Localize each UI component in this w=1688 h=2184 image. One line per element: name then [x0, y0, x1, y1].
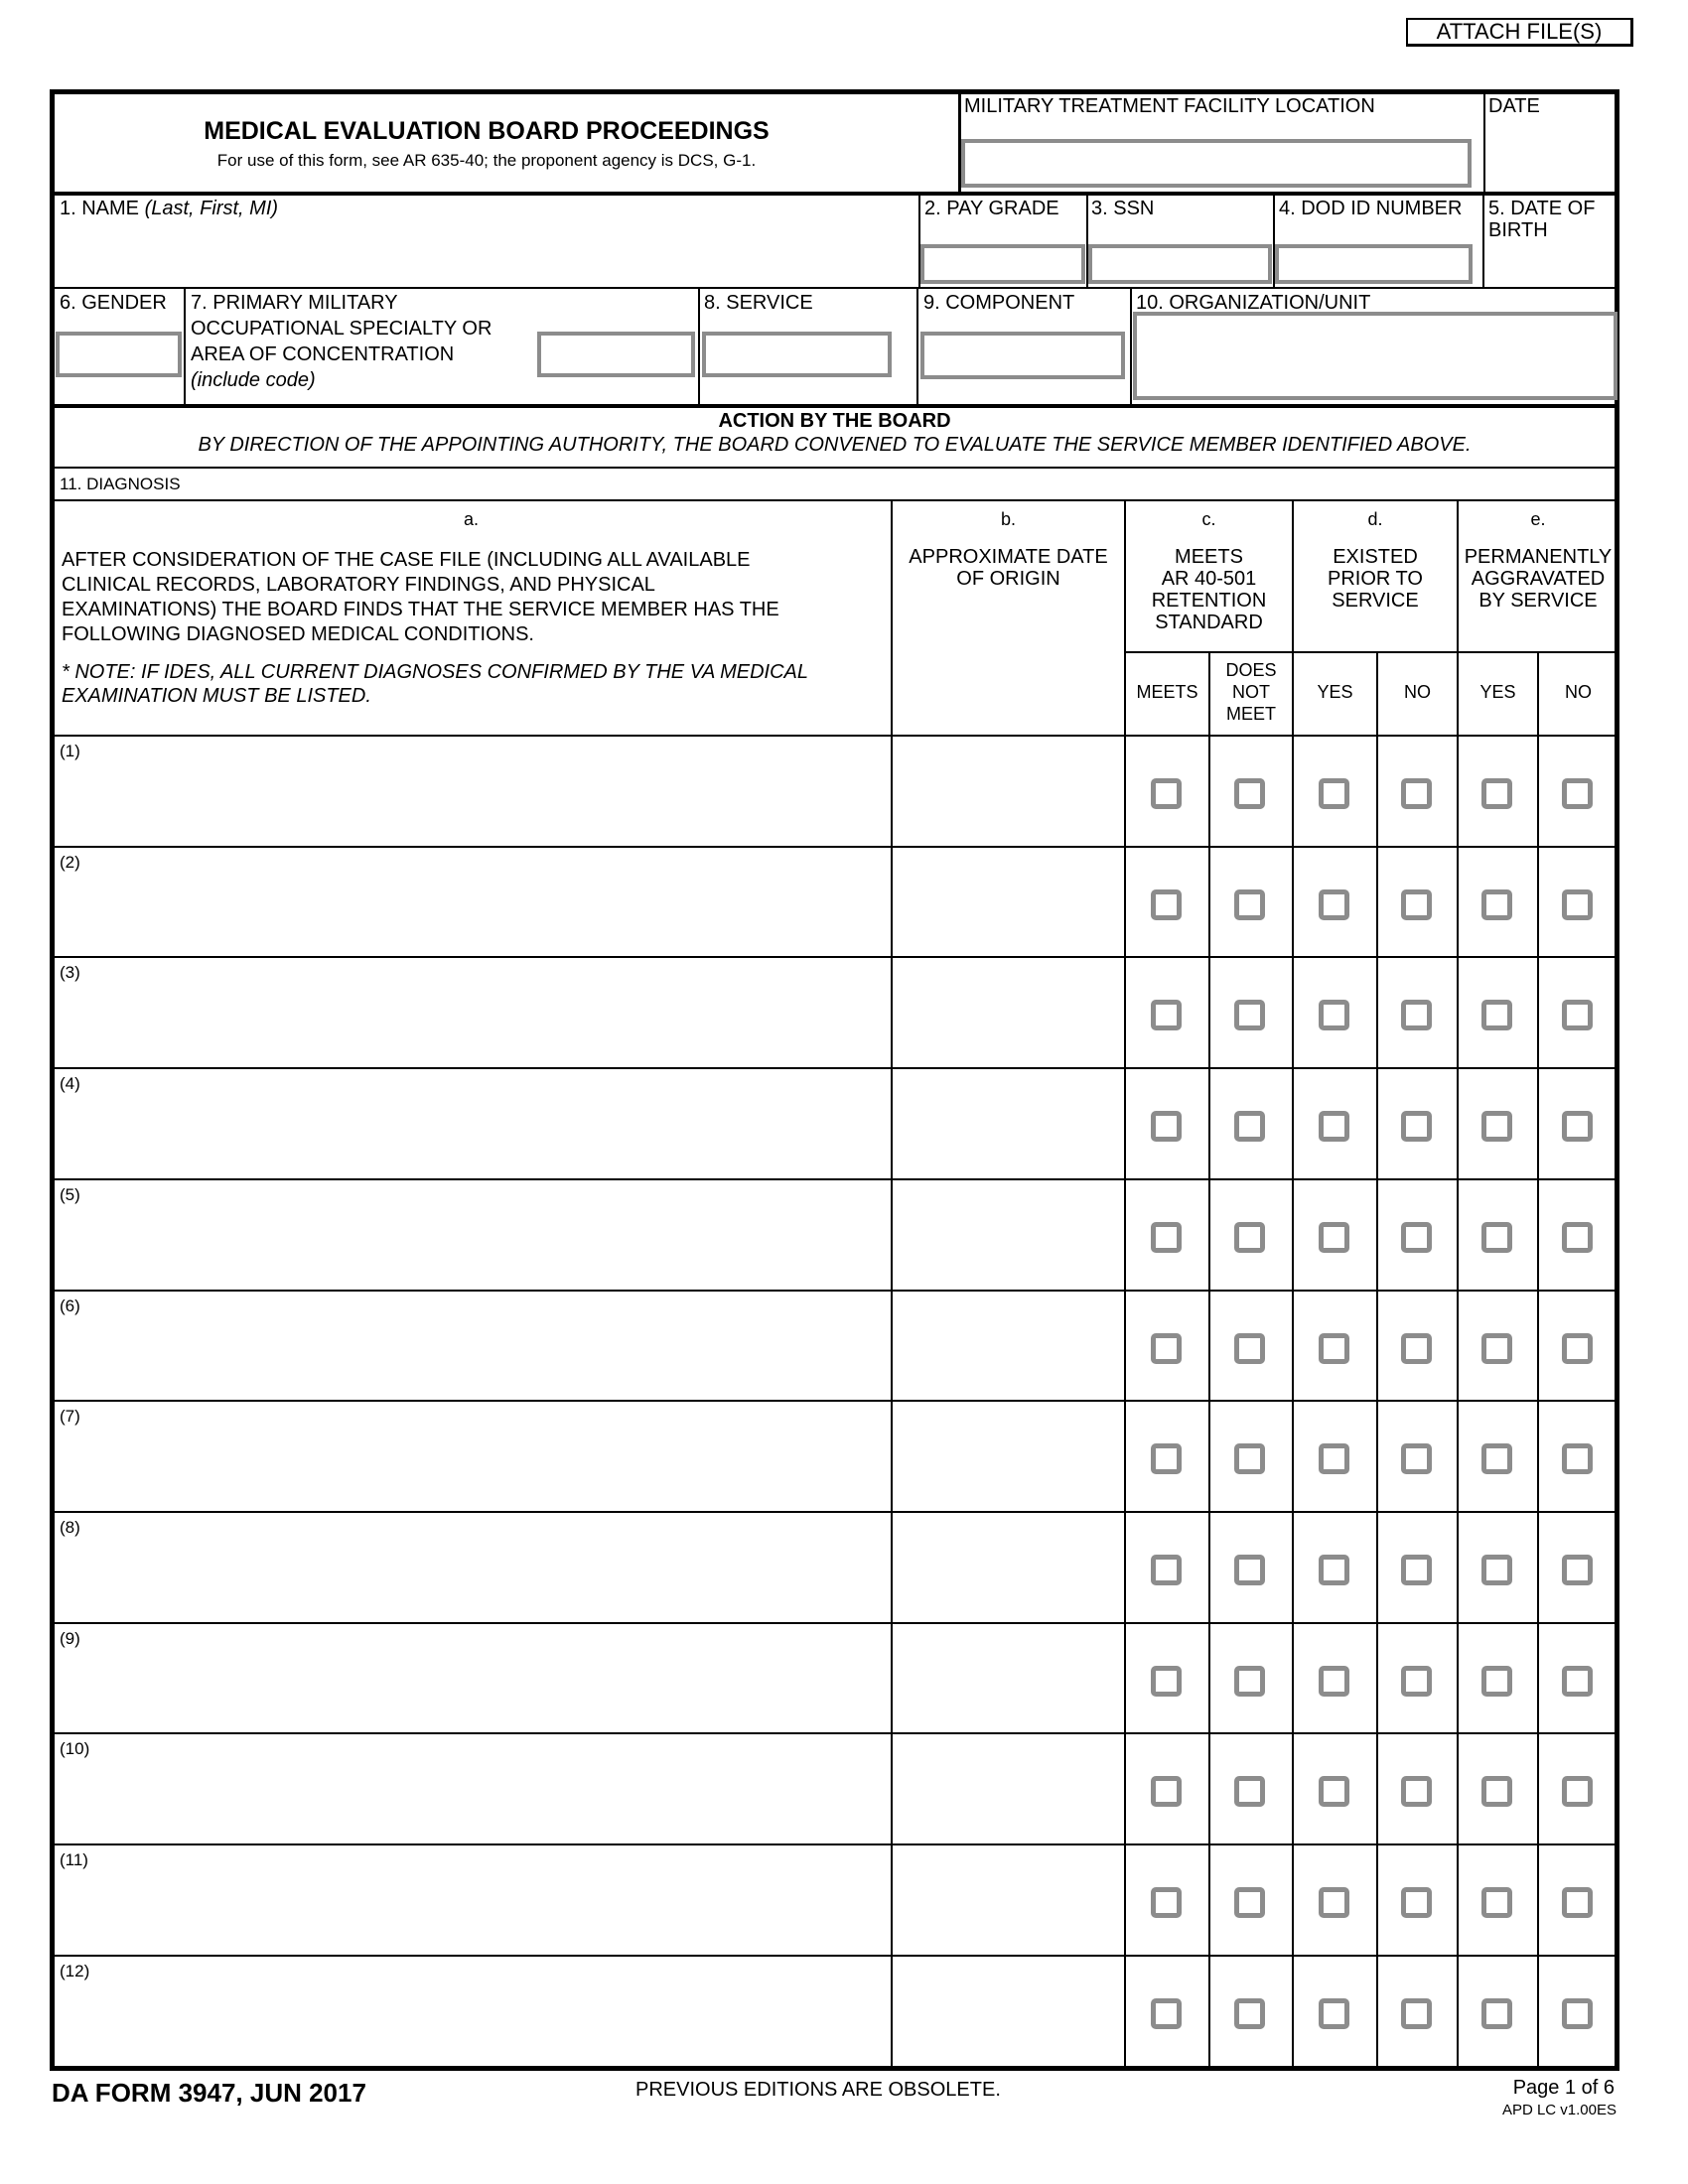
diagnosis-input[interactable]: [56, 1984, 888, 2062]
diagnosis-row: [52, 1069, 1618, 1178]
col-d-letter: d.: [1367, 509, 1383, 529]
existed-prior-yes-checkbox[interactable]: [1319, 1000, 1349, 1030]
name-input[interactable]: [56, 223, 915, 285]
existed-prior-yes-checkbox[interactable]: [1319, 889, 1349, 920]
col-c-line-3: RETENTION: [1151, 590, 1267, 612]
diagnosis-input[interactable]: [56, 1762, 888, 1840]
col-a-note-2: EXAMINATION MUST BE LISTED.: [62, 685, 371, 707]
existed-prior-yes-checkbox[interactable]: [1319, 1998, 1349, 2029]
row-number: (6): [60, 1297, 80, 1315]
diagnosis-input[interactable]: [56, 1097, 888, 1174]
existed-prior-no-checkbox[interactable]: [1401, 1998, 1432, 2029]
diagnosis-input[interactable]: [56, 1208, 888, 1286]
ssn-label: 3. SSN: [1091, 198, 1155, 219]
aggravated-yes-checkbox[interactable]: [1481, 1555, 1512, 1585]
organization-input[interactable]: [1133, 312, 1618, 400]
col-c-line-4: STANDARD: [1155, 612, 1263, 633]
aggravated-no-checkbox[interactable]: [1562, 1222, 1593, 1253]
existed-prior-yes-checkbox[interactable]: [1319, 778, 1349, 809]
aggravated-yes-checkbox[interactable]: [1481, 1998, 1512, 2029]
aggravated-no-checkbox[interactable]: [1562, 1776, 1593, 1807]
existed-prior-no-checkbox[interactable]: [1401, 1222, 1432, 1253]
diagnosis-row: [52, 1845, 1618, 1955]
does-not-meet-retention-checkbox[interactable]: [1234, 1333, 1265, 1364]
aggravated-yes-checkbox[interactable]: [1481, 1333, 1512, 1364]
row-number: (7): [60, 1407, 80, 1426]
name-hint: (Last, First, MI): [144, 198, 279, 219]
row-number: (2): [60, 853, 80, 872]
col-e-letter: e.: [1530, 509, 1546, 529]
date-of-origin-input[interactable]: [895, 1517, 1122, 1618]
diagnosis-row: [52, 958, 1618, 1067]
aggravated-no-checkbox[interactable]: [1562, 1998, 1593, 2029]
meets-retention-checkbox[interactable]: [1151, 1111, 1182, 1142]
gender-label: 6. GENDER: [60, 292, 167, 314]
meets-retention-checkbox[interactable]: [1151, 889, 1182, 920]
date-of-origin-input[interactable]: [895, 1073, 1122, 1174]
name-label-text: 1. NAME: [60, 198, 140, 219]
existed-prior-no-checkbox[interactable]: [1401, 1111, 1432, 1142]
col-e-line-2: AGGRAVATED: [1471, 568, 1606, 590]
date-of-origin-input[interactable]: [895, 1628, 1122, 1729]
aggravated-no-checkbox[interactable]: [1562, 1333, 1593, 1364]
pay-grade-input[interactable]: [920, 244, 1085, 284]
row-number: (10): [60, 1739, 90, 1758]
action-heading: ACTION BY THE BOARD: [718, 410, 951, 432]
col-e-line-3: BY SERVICE: [1478, 590, 1598, 612]
aggravated-yes-checkbox[interactable]: [1481, 1222, 1512, 1253]
divider: [1130, 288, 1132, 405]
sub-c-meets: MEETS: [1136, 682, 1198, 702]
aggravated-yes-checkbox[interactable]: [1481, 889, 1512, 920]
aggravated-no-checkbox[interactable]: [1562, 1111, 1593, 1142]
meets-retention-checkbox[interactable]: [1151, 1998, 1182, 2029]
aggravated-yes-checkbox[interactable]: [1481, 1666, 1512, 1697]
sub-e-no: NO: [1565, 682, 1592, 702]
mos-label-line1: 7. PRIMARY MILITARY: [191, 292, 398, 314]
col-a-text-3: EXAMINATIONS) THE BOARD FINDS THAT THE SERVICE MEMBER HAS THE: [62, 599, 779, 620]
divider: [52, 192, 1618, 196]
existed-prior-no-checkbox[interactable]: [1401, 1666, 1432, 1697]
existed-prior-no-checkbox[interactable]: [1401, 1555, 1432, 1585]
existed-prior-yes-checkbox[interactable]: [1319, 1666, 1349, 1697]
col-a-note-1: * NOTE: IF IDES, ALL CURRENT DIAGNOSES CONFIRMED BY THE VA MEDICAL: [62, 661, 809, 683]
version-label: APD LC v1.00ES: [1501, 2102, 1617, 2118]
diagnosis-row: [52, 1180, 1618, 1290]
aggravated-no-checkbox[interactable]: [1562, 1443, 1593, 1474]
date-of-origin-input[interactable]: [895, 1849, 1122, 1951]
does-not-meet-retention-checkbox[interactable]: [1234, 1887, 1265, 1918]
previous-editions-note: PREVIOUS EDITIONS ARE OBSOLETE.: [635, 2079, 1001, 2101]
diagnosis-row: [52, 1957, 1618, 2066]
row-number: (12): [60, 1962, 90, 1980]
row-number: (1): [60, 742, 80, 760]
row-number: (11): [60, 1850, 88, 1869]
date-input[interactable]: [1486, 119, 1614, 191]
date-label: DATE: [1488, 95, 1540, 117]
divider: [52, 467, 1618, 469]
existed-prior-yes-checkbox[interactable]: [1319, 1111, 1349, 1142]
meets-retention-checkbox[interactable]: [1151, 778, 1182, 809]
divider: [1482, 194, 1484, 288]
mos-label-line2: OCCUPATIONAL SPECIALTY OR: [191, 318, 492, 340]
existed-prior-no-checkbox[interactable]: [1401, 1776, 1432, 1807]
date-of-origin-input[interactable]: [895, 962, 1122, 1063]
dob-label-line2: BIRTH: [1488, 219, 1548, 241]
col-a-text-2: CLINICAL RECORDS, LABORATORY FINDINGS, AND PHYSICAL: [62, 574, 655, 596]
diagnosis-input[interactable]: [56, 1652, 888, 1729]
does-not-meet-retention-checkbox[interactable]: [1234, 1222, 1265, 1253]
diagnosis-input[interactable]: [56, 1873, 888, 1951]
row-number: (9): [60, 1629, 80, 1648]
does-not-meet-retention-checkbox[interactable]: [1234, 889, 1265, 920]
divider: [916, 288, 918, 405]
aggravated-yes-checkbox[interactable]: [1481, 778, 1512, 809]
meets-retention-checkbox[interactable]: [1151, 1887, 1182, 1918]
dod-id-input[interactable]: [1275, 244, 1473, 284]
divider: [698, 288, 700, 405]
col-b-line-2: OF ORIGIN: [956, 568, 1060, 590]
dob-label-line1: 5. DATE OF: [1488, 198, 1596, 219]
meets-retention-checkbox[interactable]: [1151, 1666, 1182, 1697]
name-label: [60, 198, 278, 219]
diagnosis-input[interactable]: [56, 1541, 888, 1618]
service-label: 8. SERVICE: [704, 292, 813, 314]
col-b-line-1: APPROXIMATE DATE: [909, 546, 1108, 568]
sub-c-not-1: DOES: [1225, 660, 1277, 680]
meets-retention-checkbox[interactable]: [1151, 1555, 1182, 1585]
does-not-meet-retention-checkbox[interactable]: [1234, 778, 1265, 809]
mos-label-hint: (include code): [191, 369, 316, 391]
diagnosis-row: [52, 1513, 1618, 1622]
aggravated-no-checkbox[interactable]: [1562, 889, 1593, 920]
divider: [1124, 651, 1618, 653]
aggravated-no-checkbox[interactable]: [1562, 1887, 1593, 1918]
date-of-origin-input[interactable]: [895, 1961, 1122, 2062]
diagnosis-row: [52, 1734, 1618, 1843]
date-of-origin-input[interactable]: [895, 1406, 1122, 1507]
col-c-line-2: AR 40-501: [1161, 568, 1257, 590]
mos-input[interactable]: [537, 332, 695, 377]
page-indicator: Page 1 of 6: [1512, 2077, 1615, 2099]
existed-prior-yes-checkbox[interactable]: [1319, 1443, 1349, 1474]
existed-prior-yes-checkbox[interactable]: [1319, 1222, 1349, 1253]
component-label: 9. COMPONENT: [923, 292, 1075, 314]
meets-retention-checkbox[interactable]: [1151, 1443, 1182, 1474]
col-c-line-1: MEETS: [1175, 546, 1243, 568]
aggravated-yes-checkbox[interactable]: [1481, 1111, 1512, 1142]
mtf-location-input[interactable]: [961, 139, 1472, 188]
row-number: (4): [60, 1074, 80, 1093]
date-of-origin-input[interactable]: [895, 1184, 1122, 1286]
aggravated-yes-checkbox[interactable]: [1481, 1776, 1512, 1807]
divider: [52, 287, 1618, 289]
mos-label-line3: AREA OF CONCENTRATION: [191, 343, 455, 365]
diagnosis-input[interactable]: [56, 876, 888, 953]
existed-prior-no-checkbox[interactable]: [1401, 1443, 1432, 1474]
existed-prior-yes-checkbox[interactable]: [1319, 1776, 1349, 1807]
does-not-meet-retention-checkbox[interactable]: [1234, 1666, 1265, 1697]
date-of-origin-input[interactable]: [895, 1738, 1122, 1840]
form-number: DA FORM 3947, JUN 2017: [52, 2078, 366, 2108]
does-not-meet-retention-checkbox[interactable]: [1234, 1998, 1265, 2029]
dob-input[interactable]: [1486, 243, 1614, 285]
meets-retention-checkbox[interactable]: [1151, 1333, 1182, 1364]
does-not-meet-retention-checkbox[interactable]: [1234, 1443, 1265, 1474]
col-d-line-2: PRIOR TO: [1328, 568, 1423, 590]
divider: [184, 288, 186, 405]
row-number: (3): [60, 963, 80, 982]
row-number: (5): [60, 1185, 80, 1204]
divider: [1483, 91, 1485, 195]
sub-d-no: NO: [1404, 682, 1431, 702]
sub-e-yes: YES: [1479, 682, 1516, 702]
existed-prior-no-checkbox[interactable]: [1401, 1887, 1432, 1918]
existed-prior-no-checkbox[interactable]: [1401, 1000, 1432, 1030]
sub-c-not-2: NOT: [1232, 682, 1270, 702]
existed-prior-yes-checkbox[interactable]: [1319, 1887, 1349, 1918]
diagnosis-row: [52, 848, 1618, 957]
existed-prior-yes-checkbox[interactable]: [1319, 1555, 1349, 1585]
col-a-letter: a.: [463, 509, 479, 529]
does-not-meet-retention-checkbox[interactable]: [1234, 1111, 1265, 1142]
divider: [52, 404, 1618, 408]
aggravated-no-checkbox[interactable]: [1562, 1666, 1593, 1697]
does-not-meet-retention-checkbox[interactable]: [1234, 1776, 1265, 1807]
meets-retention-checkbox[interactable]: [1151, 1000, 1182, 1030]
dod-id-label: 4. DOD ID NUMBER: [1279, 198, 1463, 219]
organization-label: 10. ORGANIZATION/UNIT: [1136, 292, 1371, 314]
aggravated-no-checkbox[interactable]: [1562, 1555, 1593, 1585]
divider: [52, 499, 1618, 501]
does-not-meet-retention-checkbox[interactable]: [1234, 1000, 1265, 1030]
mtf-location-label: MILITARY TREATMENT FACILITY LOCATION: [964, 95, 1375, 117]
ssn-input[interactable]: [1088, 244, 1272, 284]
existed-prior-no-checkbox[interactable]: [1401, 778, 1432, 809]
aggravated-yes-checkbox[interactable]: [1481, 1443, 1512, 1474]
diagnosis-input[interactable]: [56, 764, 888, 842]
service-input[interactable]: [702, 332, 892, 377]
does-not-meet-retention-checkbox[interactable]: [1234, 1555, 1265, 1585]
aggravated-yes-checkbox[interactable]: [1481, 1000, 1512, 1030]
form-subtitle: For use of this form, see AR 635-40; the proponent agency is DCS, G-1.: [216, 151, 757, 170]
existed-prior-yes-checkbox[interactable]: [1319, 1333, 1349, 1364]
meets-retention-checkbox[interactable]: [1151, 1222, 1182, 1253]
col-d-line-1: EXISTED: [1333, 546, 1418, 568]
form-title: MEDICAL EVALUATION BOARD PROCEEDINGS: [204, 117, 770, 145]
col-e-line-1: PERMANENTLY: [1464, 546, 1613, 568]
attach-files-button[interactable]: ATTACH FILE(S): [1406, 18, 1633, 47]
pay-grade-label: 2. PAY GRADE: [924, 198, 1059, 219]
diagnosis-input[interactable]: [56, 1319, 888, 1397]
existed-prior-no-checkbox[interactable]: [1401, 1333, 1432, 1364]
diagnosis-input[interactable]: [56, 986, 888, 1063]
col-a-text-1: AFTER CONSIDERATION OF THE CASE FILE (INCLUDING ALL AVAILABLE: [62, 549, 751, 571]
diagnosis-section-label: 11. DIAGNOSIS: [60, 475, 181, 493]
diagnosis-input[interactable]: [56, 1430, 888, 1507]
sub-c-not-3: MEET: [1225, 704, 1276, 724]
aggravated-yes-checkbox[interactable]: [1481, 1887, 1512, 1918]
date-of-origin-input[interactable]: [895, 1296, 1122, 1397]
action-statement: BY DIRECTION OF THE APPOINTING AUTHORITY, THE BOARD CONVENED TO EVALUATE THE SERVICE MEMBER IDENTIFIED ABOVE.: [198, 434, 1472, 456]
sub-d-yes: YES: [1317, 682, 1353, 702]
meets-retention-checkbox[interactable]: [1151, 1776, 1182, 1807]
diagnosis-row: [52, 1292, 1618, 1401]
aggravated-no-checkbox[interactable]: [1562, 1000, 1593, 1030]
row-number: (8): [60, 1518, 80, 1537]
gender-input[interactable]: [56, 332, 182, 377]
date-of-origin-input[interactable]: [895, 741, 1122, 842]
col-b-letter: b.: [1000, 509, 1016, 529]
date-of-origin-input[interactable]: [895, 852, 1122, 953]
col-d-line-3: SERVICE: [1332, 590, 1419, 612]
diagnosis-row: [52, 737, 1618, 846]
col-a-text-4: FOLLOWING DIAGNOSED MEDICAL CONDITIONS.: [62, 623, 534, 645]
component-input[interactable]: [920, 332, 1125, 379]
diagnosis-row: [52, 1624, 1618, 1733]
aggravated-no-checkbox[interactable]: [1562, 778, 1593, 809]
diagnosis-row: [52, 1402, 1618, 1511]
col-c-letter: c.: [1201, 509, 1216, 529]
existed-prior-no-checkbox[interactable]: [1401, 889, 1432, 920]
